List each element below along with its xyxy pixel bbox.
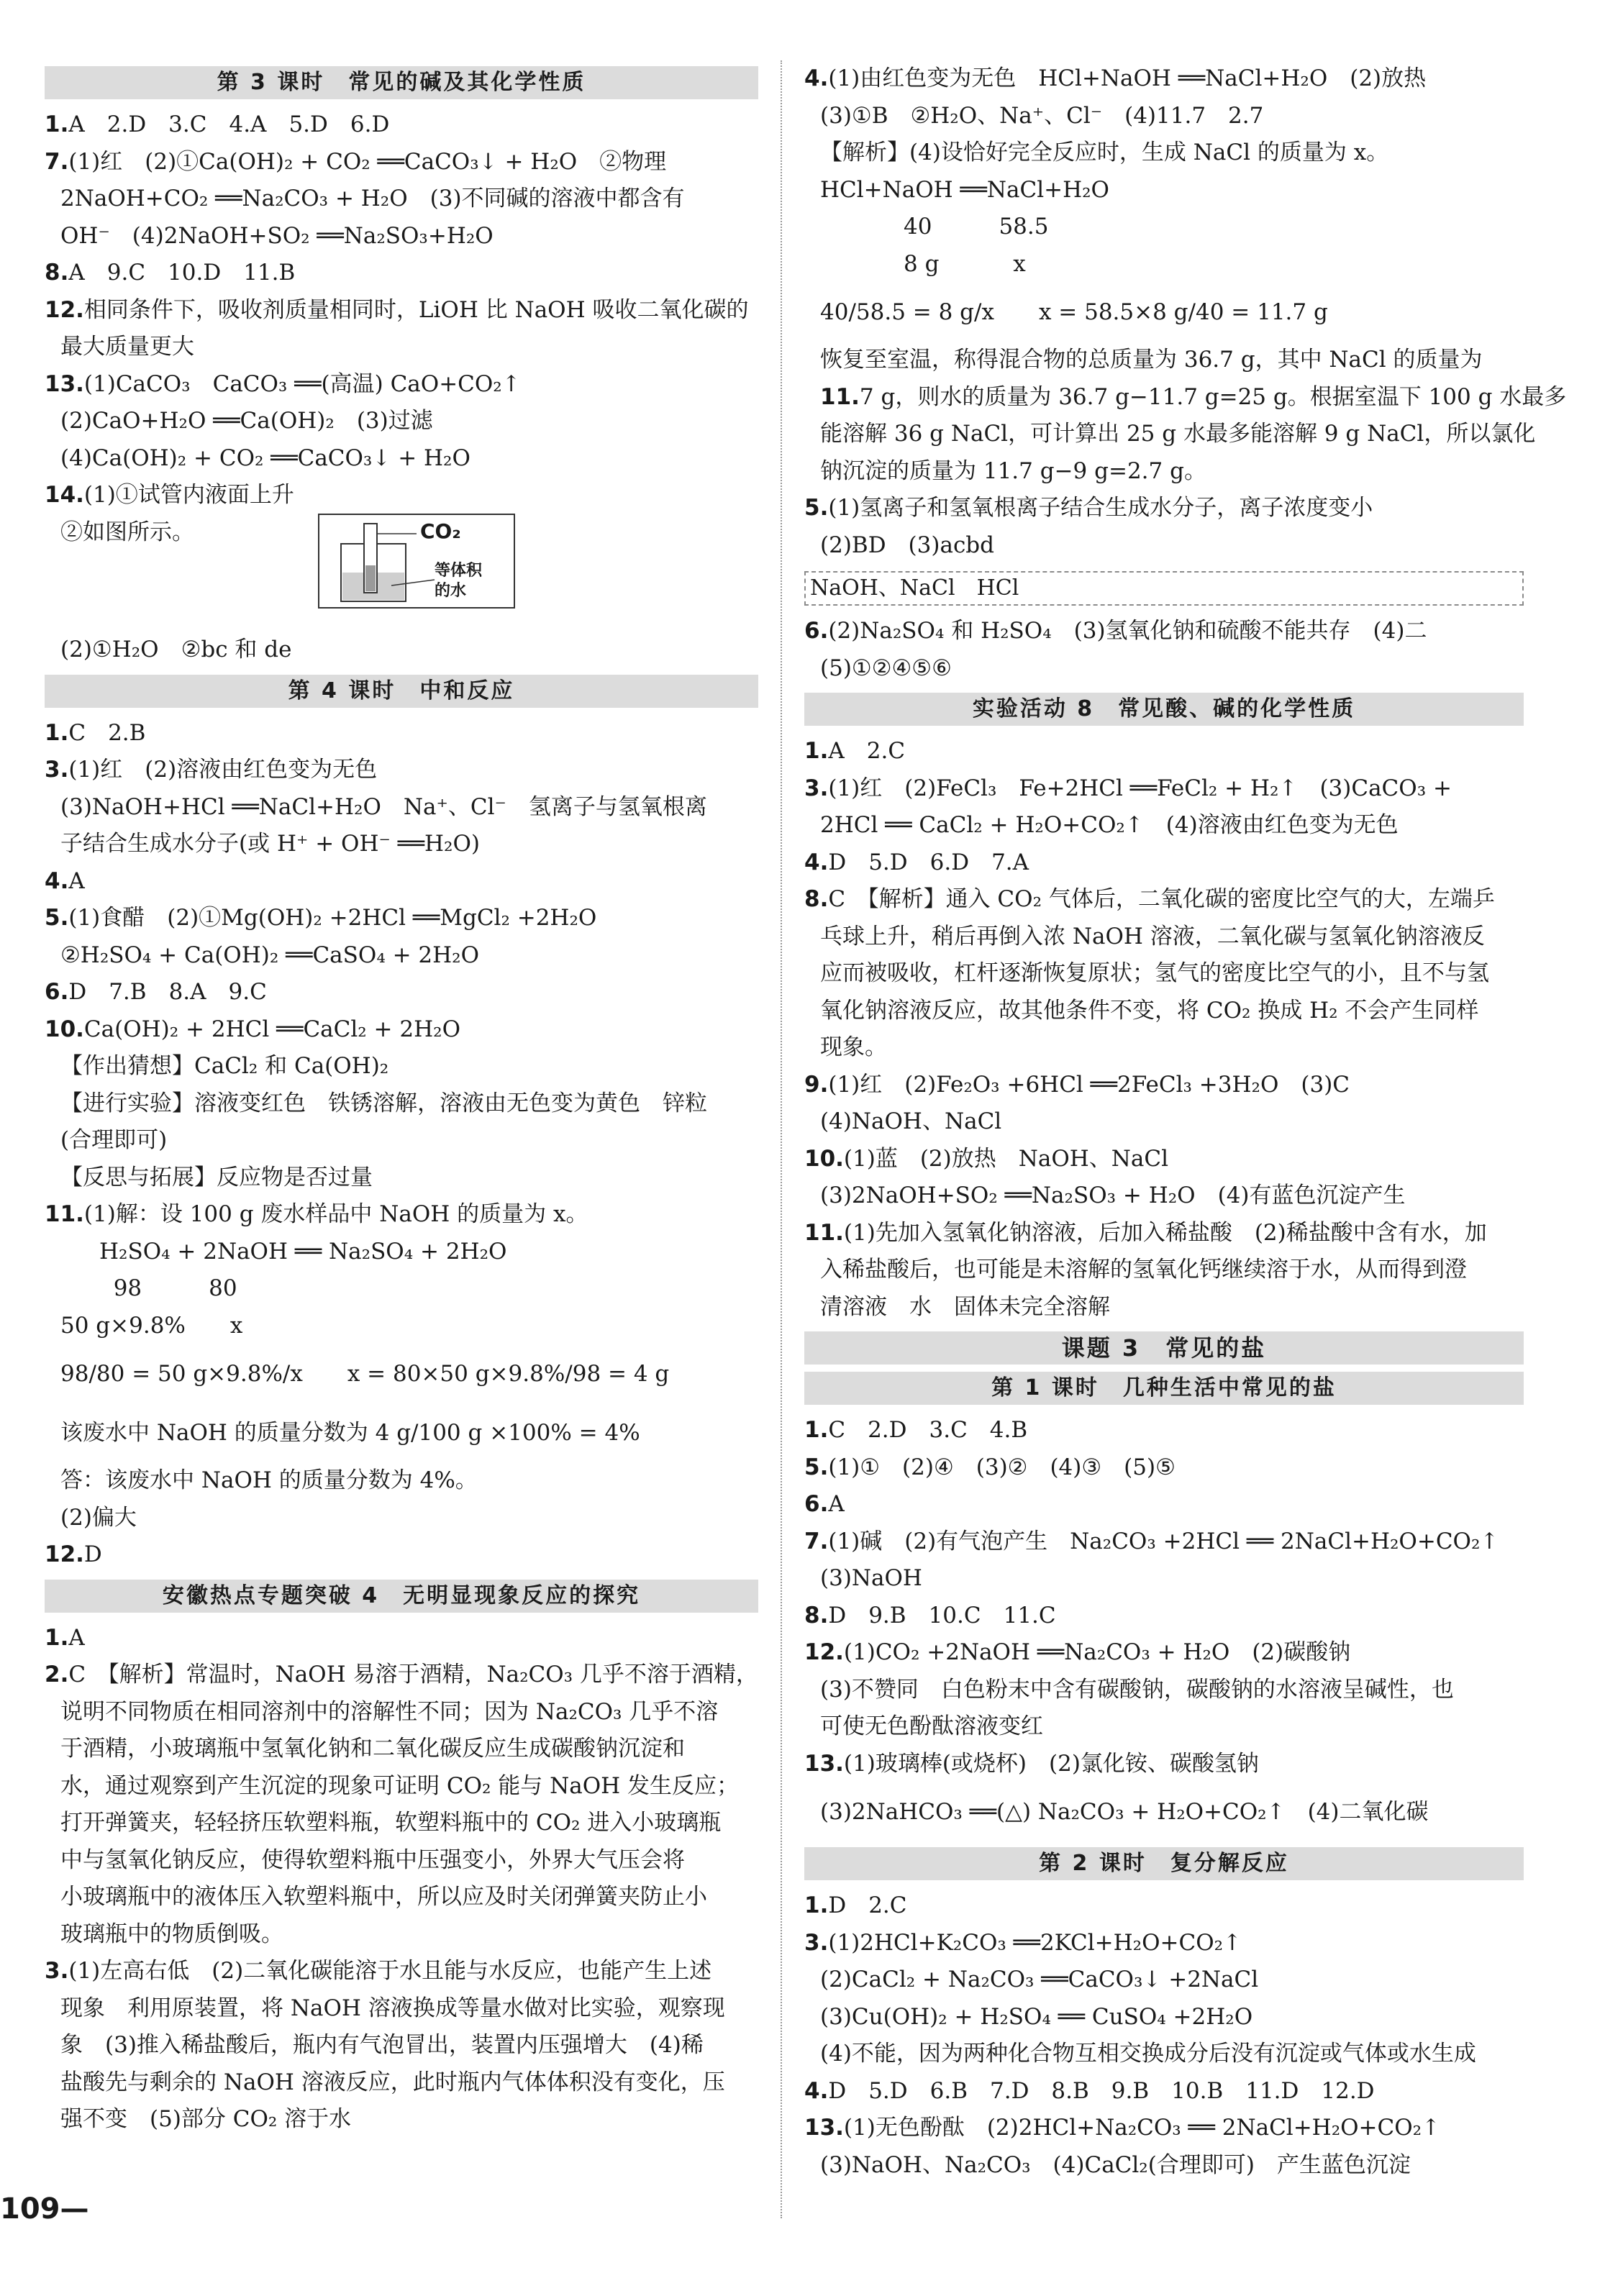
answer-line: 7.(1)红 (2)①Ca(OH)₂ + CO₂ ══CaCO₃↓ + H₂O ②物理 [45,148,667,175]
answer-line: 【进行实验】溶液变红色 铁锈溶解，溶液由无色变为黄色 锌粒 [60,1090,707,1116]
answer-line: 恢复至室温，称得混合物的总质量为 36.7 g，其中 NaCl 的质量为 [820,347,1483,373]
answer-line: 1.C 2.D 3.C 4.B [804,1417,1028,1443]
answer-line: 2NaOH+CO₂ ══Na₂CO₃ + H₂O (3)不同碱的溶液中都含有 [60,186,685,211]
answer-line: 7.(1)碱 (2)有气泡产生 Na₂CO₃ +2HCl ══ 2NaCl+H₂O+CO₂↑ [804,1528,1499,1554]
question-number: 12. [45,1541,84,1567]
question-number: 8. [45,260,69,286]
beaker-figure [318,514,515,609]
answer-line: 4.(1)由红色变为无色 HCl+NaOH ══NaCl+H₂O (2)放热 [804,65,1427,91]
question-number: 12. [45,296,84,323]
question-number: 4. [804,2077,829,2104]
answer-line: 钠沉淀的质量为 11.7 g−9 g=2.7 g。 [820,457,1206,484]
question-number: 12. [804,1639,844,1665]
question-number: 7. [804,1528,829,1554]
answer-line: 说明不同物质在相同溶剂中的溶解性不同；因为 Na₂CO₃ 几乎不溶 [60,1698,719,1725]
answer-line: (4)Ca(OH)₂ + CO₂ ══CaCO₃↓ + H₂O [60,445,470,471]
question-number: 1. [804,738,829,764]
question-number: 1. [45,719,69,746]
answer-line: OH⁻ (4)2NaOH+SO₂ ══Na₂SO₃+H₂O [60,222,494,249]
answer-line: 8 g x [859,250,1026,277]
answer-line: 答：该废水中 NaOH 的质量分数为 4%。 [60,1467,478,1493]
answer-line: 5.(1)氢离子和氢氧根离子结合生成水分子，离子浓度变小 [804,495,1373,521]
answer-line: 14.(1)①试管内液面上升 [45,482,294,508]
answer-line: 40/58.5 = 8 g/x x = 58.5×8 g/40 = 11.7 g [820,299,1328,325]
answer-line: 40 58.5 [859,214,1049,240]
question-number: 3. [45,757,69,783]
answer-line: 于酒精，小玻璃瓶中氢氧化钠和二氧化碳反应生成碳酸钠沉淀和 [60,1736,685,1762]
answer-line: 现象 利用原装置，将 NaOH 溶液换成等量水做对比实验，观察现 [60,1995,725,2021]
answer-line: 清溶液 水 固体未完全溶解 [820,1293,1110,1320]
answer-line: (3)2NaHCO₃ ══(△) Na₂CO₃ + H₂O+CO₂↑ (4)二氧化碳 [820,1799,1429,1825]
answer-line: 【反思与拓展】反应物是否过量 [60,1164,373,1190]
section-header: 安徽热点专题突破 4 无明显现象反应的探究 [45,1580,758,1613]
question-number: 1. [804,1417,829,1443]
page-number: 109— [0,2192,89,2226]
section-header: 第 3 课时 常见的碱及其化学性质 [45,66,758,99]
answer-line: 10.Ca(OH)₂ + 2HCl ══CaCl₂ + 2H₂O [45,1016,460,1042]
answer-line: 1.C 2.B [45,719,146,746]
answer-line: H₂SO₄ + 2NaOH ══ Na₂SO₄ + 2H₂O [99,1238,507,1265]
answer-line: 98/80 = 50 g×9.8%/x x = 80×50 g×9.8%/98 = 4 g [60,1361,670,1387]
answer-line: 强不变 (5)部分 CO₂ 溶于水 [60,2106,352,2132]
answer-line: (5)①②④⑤⑥ [820,655,952,681]
answer-line: (2)偏大 [60,1504,137,1531]
answer-line: 1.A [45,1624,85,1651]
left-column [45,60,758,2138]
question-number: 6. [804,1491,829,1517]
answer-line: 3.(1)红 (2)溶液由红色变为无色 [45,757,378,783]
answer-line: 11.(1)解：设 100 g 废水样品中 NaOH 的质量为 x。 [45,1201,588,1227]
question-number: 3. [804,775,829,801]
answer-line: 50 g×9.8% x [60,1312,243,1339]
question-number: 11. [804,1219,844,1246]
answer-line: 氧化钠溶液反应，故其他条件不变，将 CO₂ 换成 H₂ 不会产生同样 [820,997,1479,1024]
question-number: 3. [804,1929,829,1956]
question-number: 1. [45,111,69,137]
answer-line: 打开弹簧夹，轻轻挤压软塑料瓶，软塑料瓶中的 CO₂ 进入小玻璃瓶 [60,1810,722,1836]
section-header: 第 1 课时 几种生活中常见的盐 [804,1372,1524,1405]
answer-line: (3)NaOH、Na₂CO₃ (4)CaCl₂(合理即可) 产生蓝色沉淀 [820,2151,1411,2178]
answer-line: (3)①B ②H₂O、Na⁺、Cl⁻ (4)11.7 2.7 [820,102,1264,129]
answer-line: 中与氢氧化钠反应，使得软塑料瓶中压强变小，外界大气压会将 [60,1846,685,1873]
answer-line: 12.D [45,1541,102,1567]
question-number: 9. [804,1071,829,1098]
question-number: 13. [804,1750,844,1777]
answer-line: (3)Cu(OH)₂ + H₂SO₄ ══ CuSO₄ +2H₂O [820,2003,1253,2030]
answer-line: (合理即可) [60,1127,168,1153]
answer-line: (2)BD (3)acbd [820,532,994,558]
answer-line: 能溶解 36 g NaCl，可计算出 25 g 水最多能溶解 9 g NaCl，所以氯化 [820,421,1536,447]
answer-line: 4.A [45,867,85,894]
answer-line: 6.D 7.B 8.A 9.C [45,979,267,1005]
answer-line: 8.A 9.C 10.D 11.B [45,260,296,286]
answer-line: (2)①H₂O ②bc 和 de [60,637,292,662]
right-column [804,60,1567,2184]
beaker-diagram [319,515,514,607]
answer-line: 4.D 5.D 6.D 7.A [804,849,1029,875]
answer-line: 13.(1)CaCO₃ CaCO₃ ══(高温) CaO+CO₂↑ [45,370,521,397]
question-number: 4. [45,867,69,894]
answer-line: HCl+NaOH ══NaCl+H₂O [820,176,1109,203]
answer-line: 1.A 2.D 3.C 4.A 5.D 6.D [45,111,390,137]
question-number: 7. [45,148,69,175]
answer-line: 子结合生成水分子(或 H⁺ + OH⁻ ══H₂O) [60,831,480,857]
answer-line: (3)不赞同 白色粉末中含有碳酸钠，碳酸钠的水溶液呈碱性，也 [820,1676,1454,1703]
question-number: 11. [45,1201,84,1227]
question-number: 1. [804,1892,829,1918]
question-number: 6. [45,979,69,1005]
question-number: 8. [804,1602,829,1628]
answer-line: 3.(1)红 (2)FeCl₃ Fe+2HCl ══FeCl₂ + H₂↑ (3)CaCO₃ + [804,775,1452,801]
question-number: 2. [45,1662,69,1687]
question-number: 11. [820,383,860,410]
answer-line: 玻璃瓶中的物质倒吸。 [60,1921,283,1947]
section-header: 实验活动 8 常见酸、碱的化学性质 [804,693,1524,726]
answer-line: 11.7 g，则水的质量为 36.7 g−11.7 g=25 g。根据室温下 100 g 水最多 [820,383,1567,410]
answer-line: 1.A 2.C [804,738,906,764]
question-number: 1. [45,1624,69,1651]
question-number: 5. [804,1454,829,1480]
answer-line: 6.(2)Na₂SO₄ 和 H₂SO₄ (3)氢氧化钠和硫酸不能共存 (4)二 [804,618,1427,644]
answer-line: 象 (3)推入稀盐酸后，瓶内有气泡冒出，装置内压强增大 (4)稀 [60,2032,704,2058]
answer-line: 12.(1)CO₂ +2NaOH ══Na₂CO₃ + H₂O (2)碳酸钠 [804,1639,1351,1665]
answer-line: 10.(1)蓝 (2)放热 NaOH、NaCl [804,1145,1169,1172]
liquid-label: 的水 [435,581,467,600]
answer-line: 水，通过观察到产生沉淀的现象可证明 CO₂ 能与 NaOH 发生反应； [60,1772,740,1799]
question-number: 10. [45,1016,84,1042]
answer-box: NaOH、NaCl HCl [804,571,1524,606]
answer-line: 乓球上升，稍后再倒入浓 NaOH 溶液，二氧化碳与氢氧化钠溶液反 [820,923,1485,949]
question-number: 14. [45,482,84,508]
liquid-label: 等体积 [435,561,483,580]
section-header: 课题 3 常见的盐 [804,1331,1524,1365]
answer-line: 13.(1)玻璃棒(或烧杯) (2)氯化铵、碳酸氢钠 [804,1750,1259,1777]
answer-line: 5.(1)① (2)④ (3)② (4)③ (5)⑤ [804,1454,1176,1480]
answer-line: 最大质量更大 [60,334,194,360]
answer-line: (4)不能，因为两种化合物互相交换成分后没有沉淀或气体或水生成 [820,2041,1476,2067]
answer-line: 98 80 [99,1275,237,1301]
answer-line: ②如图所示。 [60,519,194,545]
answer-line: 2.C 【解析】常温时，NaOH 易溶于酒精，Na₂CO₃ 几乎不溶于酒精， [45,1662,758,1687]
answer-line: 【解析】(4)设恰好完全反应时，生成 NaCl 的质量为 x。 [820,140,1389,165]
answer-line: (2)CaCl₂ + Na₂CO₃ ══CaCO₃↓ +2NaCl [820,1967,1259,1992]
question-number: 6. [804,618,829,644]
answer-line: 小玻璃瓶中的液体压入软塑料瓶中，所以应及时关闭弹簧夹防止小 [60,1884,707,1910]
question-number: 4. [804,65,829,91]
answer-line: 3.(1)左高右低 (2)二氧化碳能溶于水且能与水反应，也能产生上述 [45,1958,712,1984]
question-number: 8. [804,886,829,912]
question-number: 13. [804,2115,844,2141]
question-number: 5. [45,905,69,931]
answer-line: 11.(1)先加入氢氧化钠溶液，后加入稀盐酸 (2)稀盐酸中含有水，加 [804,1219,1487,1246]
column-divider [781,60,782,2218]
question-number: 13. [45,370,84,397]
answer-line: 5.(1)食醋 (2)①Mg(OH)₂ +2HCl ══MgCl₂ +2H₂O [45,905,597,931]
section-header: 第 2 课时 复分解反应 [804,1847,1524,1880]
answer-line: (3)2NaOH+SO₂ ══Na₂SO₃ + H₂O (4)有蓝色沉淀产生 [820,1183,1406,1208]
answer-line: 4.D 5.D 6.B 7.D 8.B 9.B 10.B 11.D 12.D [804,2077,1375,2104]
question-number: 10. [804,1145,844,1172]
answer-line: 1.D 2.C [804,1892,907,1918]
answer-line: 12.相同条件下，吸收剂质量相同时，LiOH 比 NaOH 吸收二氧化碳的 [45,296,749,323]
answer-line: 3.(1)2HCl+K₂CO₃ ══2KCl+H₂O+CO₂↑ [804,1929,1242,1956]
section-header: 第 4 课时 中和反应 [45,675,758,708]
question-number: 4. [804,849,829,875]
answer-line: (4)NaOH、NaCl [820,1108,1002,1134]
answer-line: 现象。 [820,1034,887,1060]
answer-line: 8.C 【解析】通入 CO₂ 气体后，二氧化碳的密度比空气的大，左端乒 [804,886,1495,912]
answer-line: 盐酸先与剩余的 NaOH 溶液反应，此时瓶内气体体积没有变化，压 [60,2069,725,2095]
answer-line: (3)NaOH+HCl ══NaCl+H₂O Na⁺、Cl⁻ 氢离子与氢氧根离 [60,793,707,820]
answer-line: ②H₂SO₄ + Ca(OH)₂ ══CaSO₄ + 2H₂O [60,942,480,968]
answer-line: 9.(1)红 (2)Fe₂O₃ +6HCl ══2FeCl₃ +3H₂O (3)C [804,1071,1350,1098]
answer-line: (3)NaOH [820,1565,922,1591]
gas-label: CO₂ [420,519,461,543]
answer-line: 6.A [804,1491,845,1517]
answer-line: 13.(1)无色酚酞 (2)2HCl+Na₂CO₃ ══ 2NaCl+H₂O+CO₂↑ [804,2115,1441,2141]
answer-line: 该废水中 NaOH 的质量分数为 4 g/100 g ×100% = 4% [60,1420,640,1446]
question-number: 5. [804,495,829,521]
answer-line: 入稀盐酸后，也可能是未溶解的氢氧化钙继续溶于水，从而得到澄 [820,1257,1467,1283]
answer-line: 可使无色酚酞溶液变红 [820,1713,1043,1739]
answer-line: 2HCl ══ CaCl₂ + H₂O+CO₂↑ (4)溶液由红色变为无色 [820,812,1399,838]
question-number: 3. [45,1958,69,1984]
answer-line: 【作出猜想】CaCl₂ 和 Ca(OH)₂ [60,1053,389,1079]
answer-line: (2)CaO+H₂O ══Ca(OH)₂ (3)过滤 [60,408,433,434]
answer-line: 8.D 9.B 10.C 11.C [804,1602,1056,1628]
answer-line: 应而被吸收，杠杆逐渐恢复原状；氢气的密度比空气的小，且不与氢 [820,960,1489,986]
